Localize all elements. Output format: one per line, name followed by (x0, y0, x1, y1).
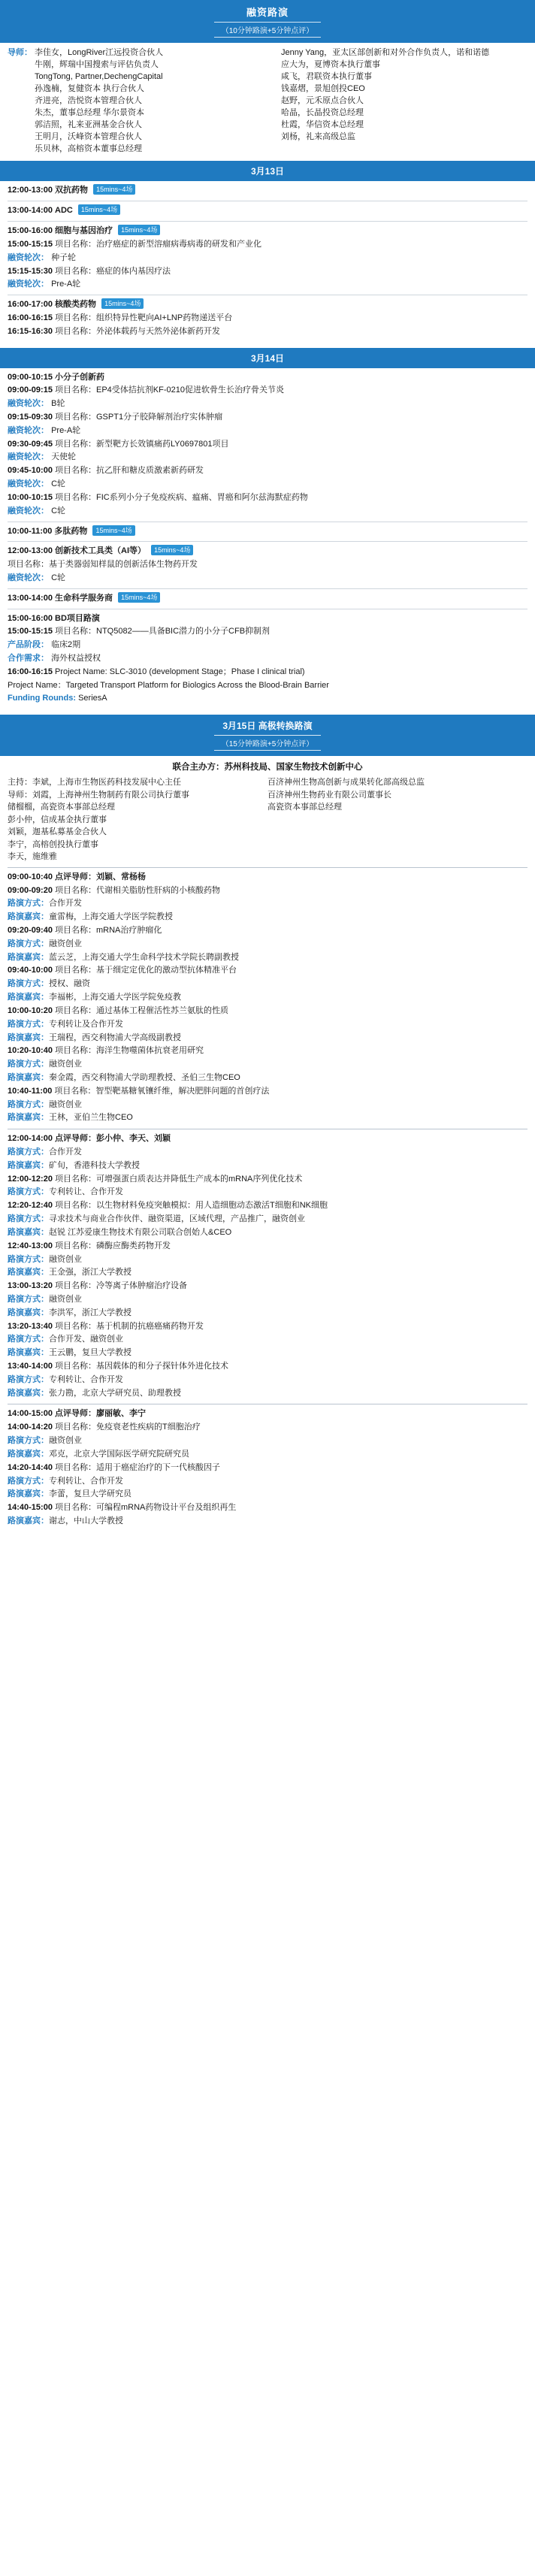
mentor-item: 李佳女，LongRiver江远投资合伙人 (35, 48, 164, 57)
host-item: 百济神州生物药业有限公司董事长 (268, 790, 391, 800)
mode-label: 路演方式： (8, 1214, 49, 1224)
mentor-item: 赵野，元禾原点合伙人 (281, 95, 364, 105)
sub-text: 项目名称：GSPT1分子胶降解剂治疗实体肿瘤 (55, 413, 223, 422)
sub-row (8, 1045, 527, 1058)
sub-time: 16:00-16:15 (8, 667, 53, 676)
speaker-label: 路演嘉宾： (8, 1268, 49, 1277)
funding-value: Pre-A轮 (51, 425, 81, 435)
funding-label: 融资轮次： (8, 479, 49, 489)
sub-time: 09:00-09:15 (8, 385, 53, 395)
sub-text: 项目名称：NTQ5082——具备BIC潜力的小分子CFB抑制剂 (55, 627, 271, 636)
host-item: 李宁，高榕创投执行董事 (8, 839, 98, 849)
sub-row (8, 491, 527, 505)
mode-label: 路演方式： (8, 1436, 49, 1446)
sub-row (8, 438, 527, 452)
sub-row (8, 1005, 527, 1018)
day14-agenda (0, 368, 535, 715)
sub-time: 09:15-09:30 (8, 413, 53, 422)
sub-row (8, 924, 527, 938)
agenda-title: 小分子创新药 (55, 372, 104, 382)
sub-row (8, 938, 527, 951)
speaker-value: 赵锐 江苏爱康生物技术有限公司联合创始人&CEO (49, 1227, 232, 1237)
speaker-value: 谢志，中山大学教授 (49, 1516, 123, 1525)
session-count-badge: 15mins~4场 (78, 204, 120, 215)
host-item: 彭小仲，信成基金执行董事 (8, 815, 107, 824)
mode-label: 路演方式： (8, 1147, 49, 1156)
agenda-row (8, 204, 527, 218)
sub-text: 项目名称：基于类器弱知样鼠的创新活体生物药开发 (8, 560, 198, 570)
sub-text: 项目名称：通过基体工程催活性苏兰氨肽的性质 (55, 1005, 228, 1015)
speaker-value: 王云鹏，复旦大学教授 (49, 1348, 131, 1358)
agenda-title: BD项目路演 (55, 613, 100, 623)
row-divider (8, 541, 527, 542)
sub-row (8, 252, 527, 265)
date-bar-march-13: 3月13日 (0, 161, 535, 181)
speaker-value: 王金强，浙江大学教授 (49, 1268, 131, 1277)
co-host-title: 联合主办方：苏州科技局、国家生物技术创新中心 (172, 763, 363, 772)
agenda-time: 10:00-11:00 (8, 526, 53, 536)
session-header (8, 871, 527, 884)
mentor-item: 哈晶，长晶投资总经理 (281, 107, 364, 117)
sub-row (8, 1501, 527, 1515)
mode-label: 路演方式： (8, 1374, 49, 1384)
day15-host-section (0, 756, 535, 1533)
sub-time: 09:40-10:00 (8, 966, 53, 975)
agenda-time: 09:00-10:15 (8, 372, 53, 382)
agenda-title: 生命科学服务商 (55, 593, 113, 603)
mode-label: 路演方式： (8, 1294, 49, 1304)
agenda-time: 13:00-14:00 (8, 206, 53, 216)
agenda-time: 13:00-14:00 (8, 593, 53, 603)
speaker-label: 路演嘉宾： (8, 1160, 49, 1170)
agenda-title: ADC (55, 206, 73, 216)
sub-text: 项目名称：新型靶方长效镇痛药LY0697801项目 (55, 439, 229, 449)
host-item: 李天，施维雅 (8, 852, 57, 862)
speaker-label: 路演嘉宾： (8, 1388, 49, 1398)
sub-row (8, 1146, 527, 1160)
speaker-label: 路演嘉宾： (8, 1489, 49, 1499)
mentor-item: Jenny Yang，亚太区部创新和对外合作负责人，诺和诺德 (281, 48, 490, 57)
funding-label: 融资轮次： (8, 252, 49, 262)
session-count-badge: 15mins~4场 (118, 225, 160, 235)
date-bar-march-14: 3月14日 (0, 348, 535, 368)
mentor-item: 钱嘉熠，景旭创投CEO (281, 83, 365, 93)
sub-row (8, 1111, 527, 1125)
coop-label: 合作需求： (8, 654, 49, 663)
sub-row (8, 978, 527, 991)
speaker-value: 矿旬，香港科技大学教授 (49, 1160, 140, 1170)
sub-row (8, 478, 527, 491)
sub-text: 项目名称：基因载体的和分子探针体外进化技术 (55, 1362, 228, 1371)
mentor-item: 乐贝林，高榕资本董事总经理 (35, 144, 142, 153)
funding-value: C轮 (51, 506, 66, 516)
agenda-time: 15:00-16:00 (8, 613, 53, 623)
sub-row (8, 991, 527, 1005)
sub-row (8, 278, 527, 292)
sub-text: Project Name：Targeted Transport Platform for Biologics Across the Blood-Brain Barrier (8, 680, 329, 690)
mode-value: 融资创业 (49, 1294, 82, 1304)
sub-row (8, 398, 527, 411)
sub-time: 14:20-14:40 (8, 1462, 53, 1472)
sub-time: 15:15-15:30 (8, 266, 53, 276)
sub-row (8, 1360, 527, 1374)
sub-row (8, 1186, 527, 1199)
mode-label: 路演方式： (8, 979, 49, 989)
sub-text: 项目名称：可增强蛋白质表达并降低生产成本的mRNA序列优化技术 (55, 1174, 303, 1184)
speaker-label: 路演嘉宾： (8, 1449, 49, 1459)
sub-row (8, 964, 527, 978)
sub-time: 14:40-15:00 (8, 1503, 53, 1513)
sub-row (8, 897, 527, 911)
sub-row (8, 1307, 527, 1320)
sub-text: 项目名称：适用于癌症治疗的下一代核酸因子 (55, 1462, 220, 1472)
sub-row (8, 1226, 527, 1240)
speaker-value: 王林，亚伯兰生物CEO (49, 1113, 133, 1123)
sub-time: 13:20-13:40 (8, 1321, 53, 1331)
agenda-time: 16:00-17:00 (8, 300, 53, 310)
sub-row (8, 1374, 527, 1387)
sub-time: 13:00-13:20 (8, 1281, 53, 1291)
session-count-badge: 15mins~4场 (101, 298, 144, 309)
sub-row (8, 505, 527, 519)
sub-time: 10:00-10:15 (8, 492, 53, 502)
sub-row (8, 1333, 527, 1347)
speaker-label: 路演嘉宾： (8, 1113, 49, 1123)
sub-row (8, 558, 527, 572)
sub-text: Project Name: SLC-3010 (development Stage；Phase I clinical trial) (55, 667, 305, 676)
speaker-label: 路演嘉宾： (8, 952, 49, 962)
sub-row (8, 425, 527, 438)
funding-label: 融资轮次： (8, 452, 49, 462)
mode-label: 路演方式： (8, 1099, 49, 1109)
funding-value: B轮 (51, 399, 65, 409)
sub-row (8, 1320, 527, 1334)
sub-text: 项目名称：以生物材料免疫突触模拟：用人造细胞动态激活T细胞和NK细胞 (55, 1201, 328, 1211)
sub-row (8, 652, 527, 666)
sub-text: 项目名称：基于机制的抗癌癌痛药物开发 (55, 1321, 204, 1331)
mentor-item: 应大为，夏博资本执行董事 (281, 59, 380, 69)
mode-label: 路演方式： (8, 1476, 49, 1486)
coop-value: 海外权益授权 (51, 654, 101, 663)
sub-time: 13:40-14:00 (8, 1362, 53, 1371)
speaker-label: 路演嘉宾： (8, 1308, 49, 1317)
host-item: 主持：李斌，上海市生物医药科技发展中心主任 (8, 778, 181, 788)
session-time: 09:00-10:40 (8, 872, 53, 881)
mode-value: 专利转让、合作开发 (49, 1374, 123, 1384)
host-column-1 (8, 776, 268, 863)
sub-text: 项目名称：组织特异性靶向AI+LNP药物递送平台 (55, 313, 233, 322)
date-bar-title: 3月15日 高极转换路演 (222, 721, 313, 732)
sub-time: 09:30-09:45 (8, 439, 53, 449)
agenda-row (8, 592, 527, 606)
sub-row (8, 666, 527, 679)
funding-label: Funding Rounds: (8, 694, 77, 703)
sub-row (8, 1240, 527, 1253)
mentor-item: 牛刚，辉瑞中国搜索与评估负责人 (35, 59, 159, 69)
sub-row (8, 312, 527, 325)
sub-row (8, 625, 527, 639)
sub-row (8, 1515, 527, 1528)
session-time: 14:00-15:00 (8, 1409, 53, 1419)
mode-label: 路演方式： (8, 1335, 49, 1344)
session-count-badge: 15mins~4场 (93, 184, 135, 195)
mode-value: 融资创业 (49, 1099, 82, 1109)
sub-time: 16:15-16:30 (8, 326, 53, 336)
funding-value: C轮 (51, 573, 66, 582)
agenda-row (8, 545, 527, 558)
session-judges: 点评导师：廖丽敏、李宁 (55, 1409, 146, 1419)
sub-time: 12:20-12:40 (8, 1201, 53, 1211)
mode-value: 授权、融资 (49, 979, 90, 989)
speaker-value: 李蕾，复旦大学研究员 (49, 1489, 131, 1499)
funding-label: 融资轮次： (8, 506, 49, 516)
sub-text: 项目名称：基于细定定优化的激动型抗体精准平台 (55, 966, 237, 975)
host-item: 储榴榴，高瓷资本事部总经理 (8, 803, 115, 812)
mentor-item: 齐进亮，浩悦资本管理合伙人 (35, 95, 142, 105)
session-time: 12:00-14:00 (8, 1134, 53, 1144)
funding-value: SeriesA (78, 694, 107, 703)
mode-value: 融资创业 (49, 1436, 82, 1446)
funding-label: 融资轮次： (8, 280, 49, 289)
stage-value: 临床2期 (51, 640, 81, 650)
sub-time: 14:00-14:20 (8, 1423, 53, 1432)
sub-row (8, 1173, 527, 1187)
sub-text: 项目名称：EP4受体拮抗剂KF-0210促进软骨生长治疗骨关节炎 (55, 385, 284, 395)
sub-text: 项目名称：海洋生物噬菌体抗衰老用研究 (55, 1046, 204, 1056)
sub-row (8, 1199, 527, 1213)
mode-value: 融资创业 (49, 1254, 82, 1264)
host-item: 导师：刘霞，上海神州生物制药有限公司执行董事 (8, 790, 189, 800)
funding-value: 种子轮 (51, 252, 77, 262)
sub-row (8, 951, 527, 965)
speaker-label: 路演嘉宾： (8, 1227, 49, 1237)
speaker-label: 路演嘉宾： (8, 1348, 49, 1358)
session-count-badge: 15mins~4场 (118, 592, 160, 603)
funding-label: 融资轮次： (8, 573, 49, 582)
session-count-badge: 15mins~4场 (92, 525, 135, 536)
sub-row (8, 1488, 527, 1501)
sub-text: 项目名称：冷等离子体肿瘤治疗设备 (55, 1281, 187, 1291)
sub-row (8, 1462, 527, 1475)
sub-time: 10:40-11:00 (8, 1086, 53, 1096)
sub-time: 12:00-12:20 (8, 1174, 53, 1184)
row-divider (8, 588, 527, 589)
sub-row (8, 1421, 527, 1435)
mode-value: 融资创业 (49, 1060, 82, 1069)
host-item: 高瓷资本事部总经理 (268, 803, 342, 812)
sub-row (8, 1213, 527, 1226)
sub-row (8, 692, 527, 706)
host-item: 刘颖，迦基私募基金合伙人 (8, 827, 107, 837)
sub-text: 项目名称：FIC系列小分子免疫疾病、瘟痛、胃癌和阿尔兹海默症药物 (55, 492, 308, 502)
sub-text: 项目名称：外泌体载药与天然外泌体新药开发 (55, 326, 220, 336)
session-header (8, 1132, 527, 1146)
sub-row (8, 572, 527, 585)
speaker-value: 秦金霞，西交利物浦大学助理教授、圣伯三生物CEO (49, 1072, 240, 1082)
agenda-row (8, 184, 527, 198)
mode-label: 路演方式： (8, 1019, 49, 1029)
sub-row (8, 384, 527, 398)
mentor-item: 郭洁照，礼来亚洲基金合伙人 (35, 119, 142, 129)
mentor-column-1 (35, 47, 281, 155)
section-divider (8, 867, 527, 868)
sub-row (8, 1032, 527, 1045)
day13-agenda (0, 181, 535, 347)
sub-row (8, 1448, 527, 1462)
mentor-label: 导师： (8, 48, 32, 57)
row-divider (8, 221, 527, 222)
agenda-time: 12:00-13:00 (8, 186, 53, 195)
mode-value: 专利转让、合作开发 (49, 1187, 123, 1197)
agenda-title: 双抗药物 (55, 186, 88, 195)
sub-row (8, 679, 527, 693)
mode-value: 寻求技术与商业合作伙伴、融资渠道，区域代理，产品推广，融资创业 (49, 1214, 305, 1224)
speaker-label: 路演嘉宾： (8, 1033, 49, 1042)
session-header (8, 1407, 527, 1421)
mode-value: 合作开发 (49, 1147, 82, 1156)
sub-time: 10:20-10:40 (8, 1046, 53, 1056)
speaker-label: 路演嘉宾： (8, 912, 49, 922)
funding-value: 天使轮 (51, 452, 77, 462)
sub-row (8, 1266, 527, 1280)
sub-row (8, 265, 527, 279)
banner-title: 融资路演 (246, 7, 289, 18)
funding-label: 融资轮次： (8, 425, 49, 435)
agenda-title: 核酸类药物 (55, 300, 96, 310)
sub-time: 09:20-09:40 (8, 926, 53, 935)
mode-value: 合作开发 (49, 899, 82, 909)
speaker-value: 李福彬，上海交通大学医学院免疫教 (49, 993, 181, 1002)
mode-label: 路演方式： (8, 939, 49, 948)
sub-row (8, 1387, 527, 1401)
host-column-2 (268, 776, 527, 863)
session-judges: 点评导师：刘颖、常杨杨 (55, 872, 146, 881)
funding-value: C轮 (51, 479, 66, 489)
sub-row (8, 1058, 527, 1072)
sub-text: 项目名称：可编程mRNA药物设计平台及组织再生 (55, 1503, 237, 1513)
sub-text: 项目名称：免疫衰老性疾病的T细胞治疗 (55, 1423, 201, 1432)
mode-label: 路演方式： (8, 1187, 49, 1197)
agenda-row (8, 525, 527, 539)
mode-value: 合作开发、融资创业 (49, 1335, 123, 1344)
sub-text: 项目名称：癌症的体内基因疗法 (55, 266, 171, 276)
sub-text: 项目名称：智型靶基糖氧镶纤维，解决肥胖问题的首创疗法 (54, 1086, 270, 1096)
date-bar-march-15 (0, 715, 535, 756)
mentor-item: TongTong, Partner,DechengCapital (35, 71, 163, 81)
funding-label: 融资轮次： (8, 399, 49, 409)
mode-value: 专利转让及合作开发 (49, 1019, 123, 1029)
session-judges: 点评导师：彭小仲、李天、刘颖 (55, 1134, 171, 1144)
sub-row (8, 411, 527, 425)
stage-label: 产品阶段： (8, 640, 49, 650)
sub-row (8, 1253, 527, 1267)
mentor-item: 孙逸楠，复健资本 执行合伙人 (35, 83, 145, 93)
sub-row (8, 325, 527, 339)
sub-row (8, 1293, 527, 1307)
sub-time: 16:00-16:15 (8, 313, 53, 322)
sub-row (8, 1280, 527, 1293)
sub-time: 15:00-15:15 (8, 627, 53, 636)
sub-row (8, 1160, 527, 1173)
agenda-title: 细胞与基因治疗 (55, 226, 113, 236)
sub-row (8, 1475, 527, 1489)
agenda-row (8, 298, 527, 312)
sub-row (8, 1018, 527, 1032)
sub-text: 项目名称：抗乙肝和糖皮质激素新药研发 (55, 466, 204, 476)
speaker-value: 张力勘，北京大学研究员、助理教授 (49, 1388, 181, 1398)
sub-row (8, 238, 527, 252)
banner-subtitle: （10分钟路演+5分钟点评） (214, 22, 322, 38)
speaker-value: 李洪军，浙江大学教授 (49, 1308, 131, 1317)
mode-label: 路演方式： (8, 1254, 49, 1264)
sub-time: 10:00-10:20 (8, 1005, 53, 1015)
mentor-item: 杜霞，华信资本总经理 (281, 119, 364, 129)
agenda-time: 15:00-16:00 (8, 226, 53, 236)
speaker-value: 邓克，北京大学国际医学研究院研究员 (49, 1449, 189, 1459)
speaker-value: 蓝云芝，上海交通大学生命科学技术学院长聘副教授 (49, 952, 239, 962)
sub-time: 09:00-09:20 (8, 885, 53, 895)
sub-text: 项目名称：磷酶应酶类药物开发 (55, 1241, 171, 1250)
mentor-item: 咸飞，君联资本执行董事 (281, 71, 372, 81)
sub-time: 15:00-15:15 (8, 239, 53, 249)
agenda-row (8, 612, 527, 626)
mentor-item: 刘杨，礼来高级总监 (281, 132, 355, 141)
sub-row (8, 639, 527, 652)
sub-text: 项目名称：mRNA治疗肿瘤化 (55, 926, 162, 935)
mentor-section (0, 43, 535, 161)
sub-row (8, 451, 527, 464)
host-item: 百济神州生物高创新与成果转化部高级总监 (268, 778, 425, 788)
funding-value: Pre-A轮 (51, 280, 81, 289)
sub-row (8, 464, 527, 478)
agenda-row (8, 371, 527, 385)
mode-label: 路演方式： (8, 1060, 49, 1069)
speaker-label: 路演嘉宾： (8, 993, 49, 1002)
speaker-label: 路演嘉宾： (8, 1516, 49, 1525)
sub-row (8, 1072, 527, 1085)
mode-value: 融资创业 (49, 939, 82, 948)
sub-time: 09:45-10:00 (8, 466, 53, 476)
sub-row (8, 1099, 527, 1112)
mode-value: 专利转让、合作开发 (49, 1476, 123, 1486)
sub-text: 项目名称：治疗癌症的新型溶瘤病毒病毒的研发和产业化 (55, 239, 261, 249)
speaker-label: 路演嘉宾： (8, 1072, 49, 1082)
sub-time: 12:40-13:00 (8, 1241, 53, 1250)
speaker-value: 王瑞程，西交利物浦大学高级副教授 (49, 1033, 181, 1042)
mentor-item: 朱杰，董事总经理 华尔景资本 (35, 107, 145, 117)
speaker-value: 童雷梅，上海交通大学医学院教授 (49, 912, 173, 922)
sub-row (8, 1085, 527, 1099)
financing-roadshow-banner (0, 0, 535, 43)
sub-row (8, 1435, 527, 1448)
agenda-title: 多肽药物 (54, 526, 88, 536)
mode-label: 路演方式： (8, 899, 49, 909)
sub-row (8, 911, 527, 924)
mentor-column-2 (281, 47, 527, 155)
sub-row (8, 1347, 527, 1360)
sub-text: 项目名称：代谢相关脂肪性肝病的小核酸药物 (55, 885, 220, 895)
session-count-badge: 15mins~4场 (151, 545, 193, 555)
agenda-time: 12:00-13:00 (8, 546, 53, 556)
agenda-title: 创新技术工具类（AI等） (55, 546, 146, 556)
sub-row (8, 884, 527, 898)
agenda-row (8, 225, 527, 238)
date-bar-subtitle: （15分钟路演+5分钟点评） (214, 735, 322, 751)
mentor-item: 王明月，沃峰资本管理合伙人 (35, 132, 142, 141)
